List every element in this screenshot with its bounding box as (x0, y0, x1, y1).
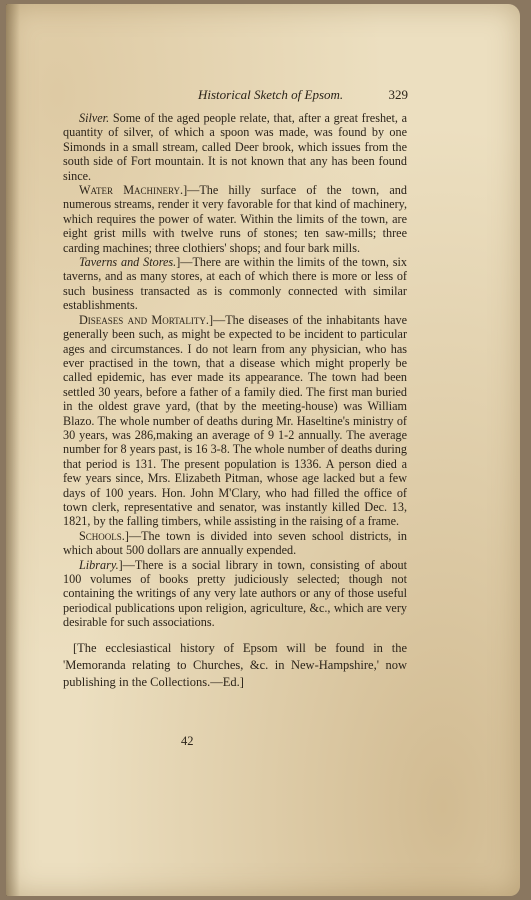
paragraph-silver (63, 111, 407, 183)
running-title: Historical Sketch of Epsom. (198, 87, 344, 102)
page-header (78, 87, 408, 107)
paragraph-heading: Library. (79, 557, 119, 572)
paragraph-library (63, 558, 407, 630)
paragraph-text: ]—There is a social library in town, consisting of about 100 volumes of books pretty judiciously selected; though not containing the writings of any very late authors or any of those useful periodical publications upon religion, agriculture, &c., which are very desirable for such associations. (63, 557, 407, 630)
paragraph-heading: Taverns and Stores. (79, 255, 177, 270)
paragraph-heading: Water Machinery. (79, 183, 184, 198)
paragraph-schools (63, 529, 407, 558)
paragraph-text: ]—There are within the limits of the town, six taverns, and as many stores, at each of which there is more or less of such business transacted as is commonly connected with similar establishments. (63, 255, 408, 313)
paragraph-taverns (63, 255, 407, 313)
paragraph-text: Some of the aged people relate, that, after a great freshet, a quantity of silver, of which a spoon was made, was found by one Simonds in a small stream, called Deer brook, which issues from the south side of Fort mountain. It is not known that any has been found since. (63, 111, 407, 183)
page-body (63, 111, 407, 691)
paragraph-text: ]—The diseases of the inhabitants have generally been such, as might be expected to be incident to particular ages and circumstances. I do not learn from any physician, who has ever practised in the town, that a disease which might properly be called epidemic, has ever made its appearance. The town had been settled 30 years, before a father of a family died. The first man buried in the oldest grave yard, (that by the meeting-house) was William Blazo. The whole number of deaths during Mr. Haseltine's ministry of 30 years, was 286,making an average of 9 1-2 annually. The average number for 8 years past, is 16 3-8. The whole number of deaths during that period is 131. The present population is 1336. A person died a few years since, Mrs. Elizabeth Pitman, whose age lacked but a few days of 100 years. Hon. John M'Clary, who had filled the office of town clerk, representative and senator, was instantly killed Dec. 13, 1821, by the falling timbers, while assisting in the raising of a frame. (63, 312, 407, 529)
page-spine-shadow (6, 4, 20, 896)
paragraph-text: ]—The town is divided into seven school districts, in which about 500 dollars are annually expended. (63, 528, 407, 558)
signature-mark: 42 (181, 734, 194, 748)
paragraph-heading: Schools. (79, 528, 125, 543)
paragraph-text: ]—The hilly surface of the town, and numerous streams, render it very favorable for that kind of machinery, which requires the power of water. Within the limits of the town, are eight grist mills with twelve runs of stones; ten saw-mills; three carding machines; three clothiers' shops; and four bark mills. (63, 183, 407, 255)
page-number: 329 (388, 87, 408, 102)
paragraph-water-machinery (63, 183, 407, 255)
book-page (6, 4, 520, 896)
paragraph-diseases (63, 313, 407, 529)
paragraph-heading: Diseases and Mortality. (79, 312, 209, 327)
editor-note: [The ecclesiastical history of Epsom will be found in the 'Memoranda relating to Churches, &c. in New-Hampshire,' now publishing in the Collections.—Ed.] (63, 640, 407, 689)
paragraph-heading: Silver. (79, 111, 110, 125)
